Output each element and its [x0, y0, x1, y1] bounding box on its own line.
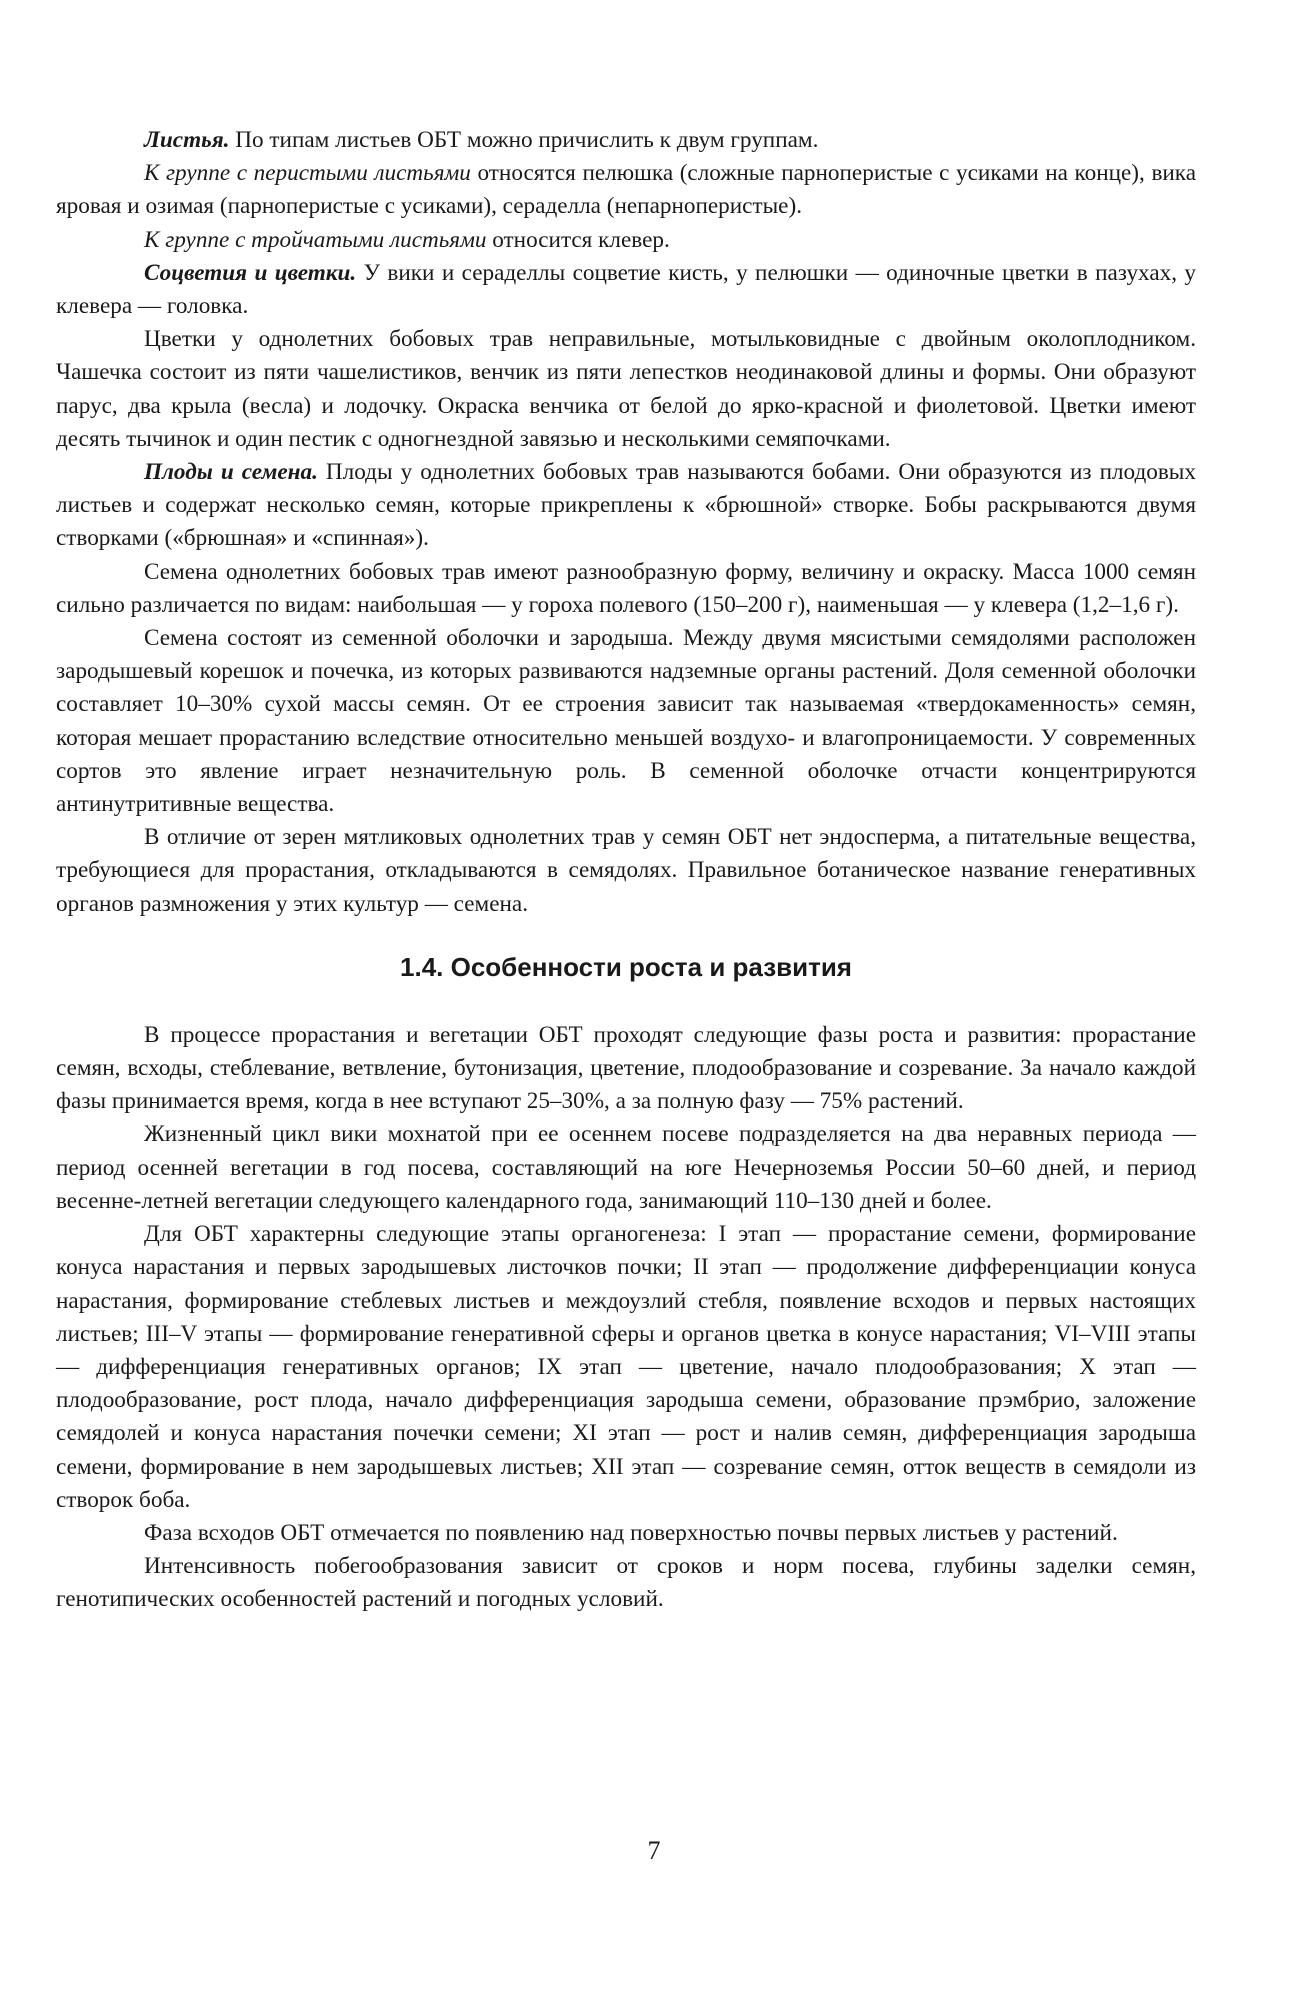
paragraph-text: Семена однолетних бобовых трав имеют разнообразную форму, величину и окраску. Масса 1000 семян сильно различается по видам: наибольшая — у гороха полевого (150–200 г), наименьшая — у клевера (1,2–1,6 г). — [56, 558, 1196, 618]
paragraph-italic-lead: К группе с перистыми листьями — [144, 160, 471, 187]
section-title: 1.4. Особенности роста и развития — [400, 951, 852, 982]
paragraph-text: Интенсивность побегообразования зависит от сроков и норм посева, глубины заделки семян, генотипических особенностей растений и погодных условий. — [56, 1553, 1196, 1613]
paragraph-text: Семена состоят из семенной оболочки и зародыша. Между двумя мясистыми семядолями расположен зародышевый корешок и почечка, из которых развиваются надземные органы растений. Доля семенной оболочки составляет 10–30% сухой массы семян. От ее строения зависит так называемая «твердокаменность» семян, которая мешает прорастанию вследствие относительно меньшей воздухо- и влагопроницаемости. У современных сортов это явление играет незначительную роль. В семенной оболочке отчасти концентрируются антинутритивные вещества. — [56, 625, 1196, 818]
paragraph-lead: Листья. — [144, 127, 230, 153]
paragraph-growth-phases — [56, 1019, 1196, 1119]
paragraph-text: У вики и сераделлы соцветие кисть, у пелюшки — одиночные цветки в пазухах, у клевера — головка. — [56, 259, 1197, 320]
paragraph-shoot-formation — [56, 1550, 1196, 1616]
paragraph-text: Цветки у однолетних бобовых трав неправильные, мотыльковидные с двойным околоплодником. Чашечка состоит из пяти чашелистиков, венчик из пяти лепестков неодинаковой длины и формы. Они образуют парус, два крыла (весла) и лодочку. Окраска венчика от белой до ярко-красной и фиолетовой. Цветки имеют десять тычинок и один пестик с одногнездной завязью и несколькими семяпочками. — [56, 326, 1196, 452]
paragraph-pinnate-group — [56, 157, 1196, 223]
paragraph-text: относятся пелюшка (сложные парноперистые с усиками на конце), вика яровая и озимая (парноперистые с усиками), сераделла (непарноперистые). — [56, 160, 1197, 220]
paragraph-organogenesis — [56, 1218, 1196, 1517]
paragraph-text: Для ОБТ характерны следующие этапы органогенеза: I этап — прорастание семени, формирование конуса нарастания и первых зародышевых листочков почки; II этап — продолжение дифференциации конуса нарастания, формирование стеблевых листьев и междоузлий стебля, появление всходов и первых настоящих листьев; III–V этапы — формирование генеративной сферы и органов цветка в конусе нарастания; VI–VIII этапы — дифференциация генеративных органов; IX этап — цветение, начало плодообразования; X этап — плодообразование, рост плода, начало дифференциация зародыша семени, образование прэмбрио, заложение семядолей и конуса нарастания почечки семени; XI этап — рост и налив семян, дифференциация зародыша семени, формирование в нем зародышевых листьев; XII этап — созревание семян, отток веществ в семядоли из створок боба. — [56, 1221, 1196, 1513]
paragraph-endosperm — [56, 821, 1196, 921]
paragraph-trifoliate-group — [56, 224, 1196, 257]
paragraph-inflorescence — [56, 257, 1196, 323]
page-number: 7 — [647, 1836, 661, 1865]
paragraph-seed-mass — [56, 556, 1196, 622]
paragraph-text: Плоды у однолетних бобовых трав называются бобами. Они образуются из плодовых листьев и содержат несколько семян, которые прикреплены к «брюшной» створке. Бобы раскрываются двумя створками («брюшная» и «спинная»). — [56, 459, 1196, 552]
paragraph-lead: Плоды и семена. — [144, 459, 318, 486]
paragraph-text: Фаза всходов ОБТ отмечается по появлению над поверхностью почвы первых листьев у растений. — [144, 1519, 1118, 1546]
paragraph-flowers — [56, 323, 1196, 456]
paragraph-text: По типам листьев ОБТ можно причислить к двум группам. — [229, 127, 819, 153]
paragraph-lead: Соцветия и цветки. — [144, 259, 357, 286]
paragraph-text: В процессе прорастания и вегетации ОБТ проходят следующие фазы роста и развития: прорастание семян, всходы, стеблевание, ветвление, бутонизация, цветение, плодообразование и созревание. За начало каждой фазы принимается время, когда в нее вступают 25–30%, а за полную фазу — 75% растений. — [56, 1021, 1196, 1115]
paragraph-seed-structure — [56, 622, 1196, 821]
paragraph-emergence — [56, 1517, 1196, 1550]
page-body — [56, 124, 1196, 1617]
paragraph-italic-lead: К группе с тройчатыми листьями — [144, 226, 487, 253]
paragraph-life-cycle — [56, 1118, 1196, 1218]
paragraph-leaves — [56, 124, 1196, 157]
paragraph-fruits — [56, 456, 1196, 556]
paragraph-text: Жизненный цикл вики мохнатой при ее осеннем посеве подразделяется на два неравных периода — период осенней вегетации в год посева, составляющий на юге Нечерноземья России 50–60 дней, и период весенне-летней вегетации следующего календарного года, занимающий 110–130 дней и более. — [56, 1121, 1196, 1214]
paragraph-text: В отличие от зерен мятликовых однолетних трав у семян ОБТ нет эндосперма, а питательные вещества, требующиеся для прорастания, откладываются в семядолях. Правильное ботаническое название генеративных органов размножения у этих культур — семена. — [56, 824, 1196, 917]
paragraph-text: относится клевер. — [486, 226, 670, 253]
